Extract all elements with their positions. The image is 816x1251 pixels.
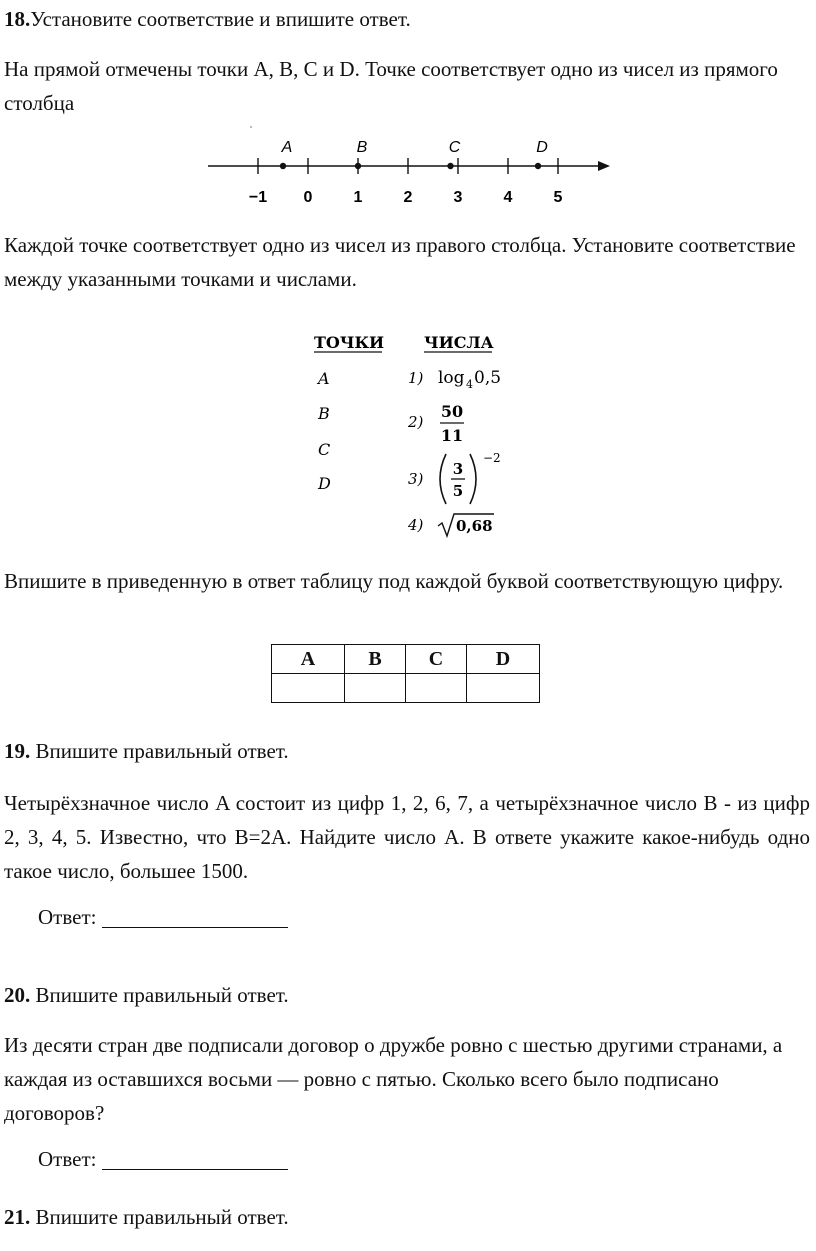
q18-title: Установите соответствие и впишите ответ. [30,7,411,31]
matching-table [300,326,540,546]
option-2-numerator: 50 [440,402,464,421]
number-line-tick-label: 4 [503,189,513,206]
answer-cell-c[interactable] [406,674,467,703]
answer-table [271,644,540,703]
q20-answer-field[interactable] [102,1147,288,1170]
q19-answer-field[interactable] [102,905,288,928]
option-1-number: 1) [408,369,424,387]
q19-answer [38,900,810,934]
q18-intro: На прямой отмечены точки A, B, C и D. Точке соответствует одно из чисел из прямого столбца [4,57,778,115]
q21-number: 21. [4,1205,31,1229]
q18-heading [4,2,810,36]
option-1-base: 4 [466,378,473,391]
option-1-argument: 0,5 [474,368,502,388]
q20-title: Впишите правильный ответ. [35,983,289,1007]
number-line [200,124,620,210]
answer-cell-a[interactable] [272,674,345,703]
number-line-point-label: D [536,139,548,156]
q21-heading [4,1200,810,1234]
option-3-right-paren [470,454,476,504]
q20-text: Из десяти стран две подписали договор о дружбе ровно с шестью другими странами, а каждая из оставшихся восьми — ровно с пятью. Сколько всего было подписано договоров? [4,1033,783,1125]
points-header: ТОЧКИ [314,333,385,352]
number-line-point [447,163,453,169]
answer-header-d: D [467,645,540,674]
option-2-number: 2) [408,413,424,431]
q20-answer [38,1142,810,1176]
point-label-d: D [318,474,331,493]
number-line-point-label: B [356,139,368,156]
q20-answer-label: Ответ: [38,1147,97,1171]
q20-number: 20. [4,983,31,1007]
option-4-radicand: 0,68 [456,517,493,535]
q18-instruction: Каждой точке соответствует одно из чисел из правого столбца. Установите соответствие между указанными точками и числами. [4,233,796,291]
option-3-denominator: 5 [452,482,464,500]
number-line-tick-label: 3 [453,189,463,206]
answer-cell-d[interactable] [467,674,540,703]
q19-heading [4,734,810,768]
q19-answer-label: Ответ: [38,905,97,929]
point-label-b: B [318,404,330,423]
option-3-numerator: 3 [452,460,464,478]
number-line-point [355,163,361,169]
number-line-point-label: A [281,139,293,156]
answer-header-c: C [406,645,467,674]
answer-cell-b[interactable] [345,674,406,703]
option-4-number: 4) [408,516,424,534]
number-line-tick-label: 5 [553,189,563,206]
q19-number: 19. [4,739,31,763]
answer-header-b: B [345,645,406,674]
q21-title: Впишите правильный ответ. [35,1205,289,1229]
q19-text: Четырёхзначное число A состоит из цифр 1, 2, 6, 7, а четырёхзначное число B - из цифр 2, 3, 4, 5. Известно, что B=2A. Найдите число A. В ответе укажите какое-нибудь одно такое число, большее 1500. [4,791,810,883]
number-line-point [280,163,286,169]
number-line-tick-label: −1 [248,189,268,206]
q18-number: 18. [4,7,31,31]
point-label-c: C [318,440,331,459]
number-line-point [535,163,541,169]
option-3-exponent: −2 [483,451,501,465]
number-line-tick-label: 1 [353,189,363,206]
numbers-header: ЧИСЛА [424,333,494,352]
number-line-tick-label: 0 [303,189,313,206]
answer-table-input-row [272,674,540,703]
q20-heading [4,978,810,1012]
number-line-point-label: C [448,139,461,156]
q18-answer-instruction: Впишите в приведенную в ответ таблицу под каждой буквой соответствующую цифру. [4,569,784,593]
option-3-number: 3) [408,470,424,488]
point-label-a: A [318,369,330,388]
q19-title: Впишите правильный ответ. [35,739,289,763]
option-2-denominator: 11 [440,426,464,445]
number-line-arrow [598,161,610,171]
answer-header-a: A [272,645,345,674]
answer-table-header-row [272,645,540,674]
option-1-log: log [438,368,465,388]
number-line-tick-label: 2 [403,189,413,206]
option-3-left-paren [440,454,446,504]
